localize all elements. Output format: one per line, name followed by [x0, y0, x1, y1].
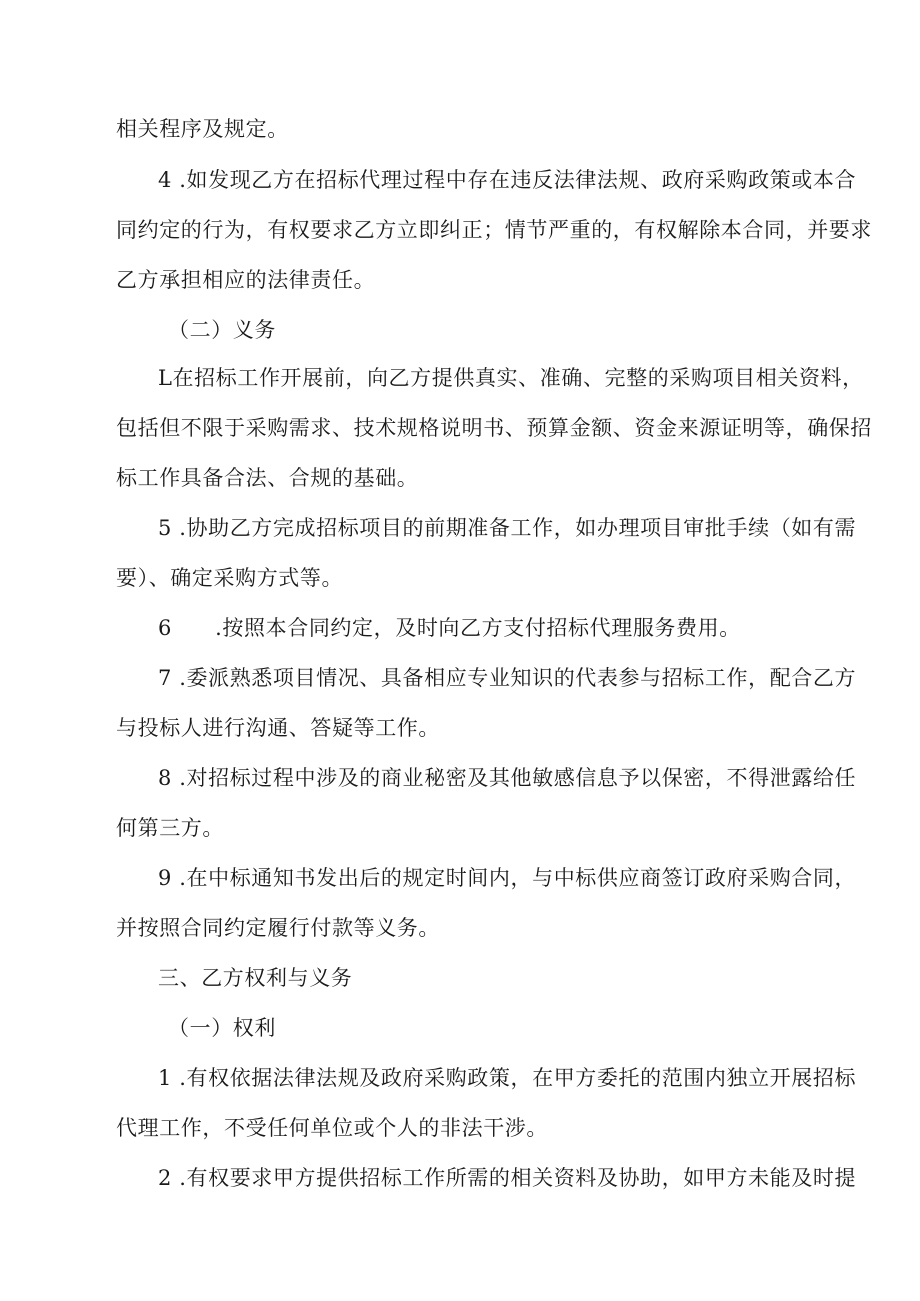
paragraph-line: 相关程序及规定。: [116, 117, 289, 141]
paragraph-line: 包括但不限于采购需求、技术规格说明书、预算金额、资金来源证明等，确保招: [116, 416, 872, 440]
paragraph-line: 2 .有权要求甲方提供招标工作所需的相关资料及协助，如甲方未能及时提: [158, 1166, 857, 1190]
paragraph-line: 同约定的行为，有权要求乙方立即纠正；情节严重的，有权解除本合同，并要求: [116, 218, 872, 242]
paragraph-line: 1 .有权依据法律法规及政府采购政策，在甲方委托的范围内独立开展招标: [158, 1066, 857, 1090]
paragraph-line: L在招标工作开展前，向乙方提供真实、准确、完整的采购项目相关资料，: [158, 366, 864, 390]
section-heading: （一）权利: [168, 1016, 276, 1040]
paragraph-line: 代理工作，不受任何单位或个人的非法干涉。: [116, 1116, 548, 1140]
section-heading: 三、乙方权利与义务: [158, 966, 353, 990]
paragraph-line: 8 .对招标过程中涉及的商业秘密及其他敏感信息予以保密，不得泄露给任: [158, 766, 857, 790]
paragraph-line: 并按照合同约定履行付款等义务。: [116, 916, 440, 940]
paragraph-line: 9 .在中标通知书发出后的规定时间内，与中标供应商签订政府采购合同，: [158, 866, 857, 890]
section-heading: （二）义务: [168, 318, 276, 342]
paragraph-line: 要）、确定采购方式等。: [116, 566, 344, 590]
paragraph-line: 何第三方。: [116, 816, 224, 840]
paragraph-line: 4 .如发现乙方在招标代理过程中存在违反法律法规、政府采购政策或本合: [158, 168, 857, 192]
paragraph-line: 乙方承担相应的法律责任。: [116, 268, 376, 292]
paragraph-line: 标工作具备合法、合规的基础。: [116, 466, 419, 490]
paragraph-line: 7 .委派熟悉项目情况、具备相应专业知识的代表参与招标工作，配合乙方: [158, 666, 857, 690]
paragraph-line: 与投标人进行沟通、答疑等工作。: [116, 716, 440, 740]
paragraph-line: 6 .按照本合同约定，及时向乙方支付招标代理服务费用。: [158, 616, 741, 640]
paragraph-line: 5 .协助乙方完成招标项目的前期准备工作，如办理项目审批手续（如有需: [158, 516, 857, 540]
